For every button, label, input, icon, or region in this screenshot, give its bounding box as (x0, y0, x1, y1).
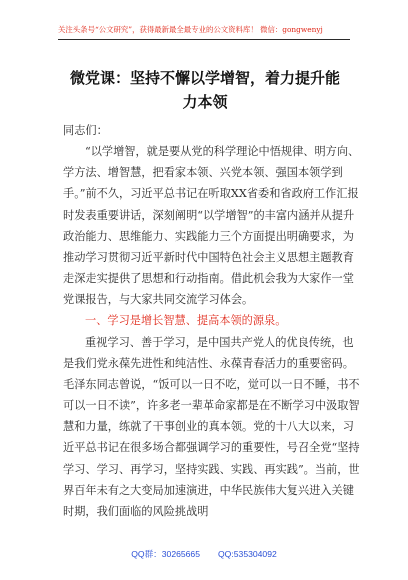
paragraph-1: “以学增智，就是要从党的科学理论中悟规律、明方向、学方法、增智慧，把看家本领、兴党本领、强国本领学到手。”前不久，习近平总书记在听取XX省委和省政府工作汇报时发表重要讲话，深刻阐明“以学增智”的丰富内涵并从提升政治能力、思维能力、实践能力三个方面提出明确要求，为推动学习贯彻习近平新时代中国特色社会主义思想主题教育走深走实提供了思想和行动指南。借此机会我为大家作一堂党课报告，与大家共同交流学习体会。 (63, 145, 360, 307)
salutation: 同志们： (63, 124, 108, 137)
title-line-2: 力本领 (182, 93, 228, 111)
footer-qq: QQ:535304092 (218, 549, 277, 559)
header-banner: 关注头条号“公文研究”，获得最新最全最专业的公文资料库！ 微信：gongwenyj (58, 24, 350, 40)
title-line-1: 微党课：坚持不懈以学增智，着力提升能 (69, 69, 340, 87)
document-body (63, 120, 363, 522)
footer-contact (0, 548, 408, 560)
paragraph-2: 重视学习、善于学习，是中国共产党人的优良传统，也是我们党永葆先进性和纯洁性、永葆青春活力的重要密码。毛泽东同志曾说，“饭可以一日不吃，觉可以一日不睡，书不可以一日不读”，许多老一辈革命家都是在不断学习中汲取智慧和力量，练就了干事创业的真本领。党的十八大以来，习近平总书记在很多场合都强调学习的重要性，号召全党“坚持学习、学习、再学习，坚持实践、实践、再实践”。当前，世界百年未有之大变局加速演进，中华民族伟大复兴进入关键时期，我们面临的风险挑战明 (63, 335, 360, 518)
footer-qq-group: QQ群：30265665 (131, 549, 200, 559)
document-title (50, 66, 360, 114)
section-heading-1: 一、学习是增长智慧、提高本领的源泉。 (85, 314, 287, 328)
